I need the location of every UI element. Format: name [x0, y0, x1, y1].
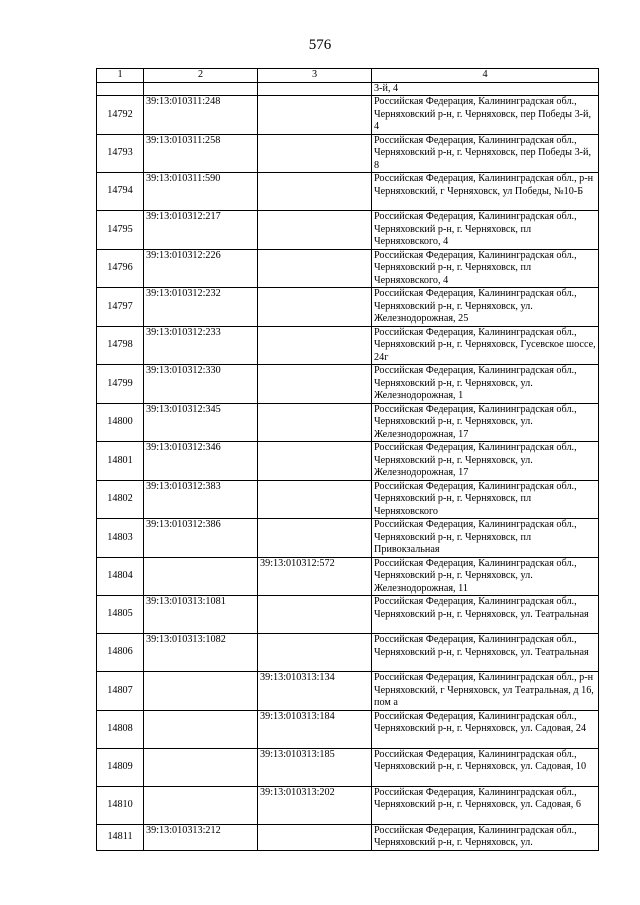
cadastral-number-col2: 39:13:010312:386 [144, 519, 258, 558]
cadastral-number-col2: 39:13:010311:258 [144, 134, 258, 173]
table-row-continuation [97, 82, 599, 96]
cadastral-number-col3: 39:13:010313:202 [258, 786, 372, 824]
address-cell: Российская Федерация, Калининградская обл., Черняховский р-н, г. Черняховск, пер Победы 3-й, 8 [372, 134, 599, 173]
cadastral-number-col2 [144, 672, 258, 711]
cadastral-number-col2: 39:13:010312:345 [144, 403, 258, 442]
cadastral-number-col3 [258, 326, 372, 365]
cadastral-number-col3 [258, 634, 372, 672]
row-number: 14800 [97, 403, 144, 442]
row-number: 14799 [97, 365, 144, 404]
table-row [97, 365, 599, 404]
address-cell: Российская Федерация, Калининградская обл., Черняховский р-н, г. Черняховск, ул. Железнодорожная, 17 [372, 442, 599, 481]
row-number: 14793 [97, 134, 144, 173]
table-row [97, 786, 599, 824]
address-cell: Российская Федерация, Калининградская обл., Черняховский р-н, г. Черняховск, пл Привокзальная [372, 519, 599, 558]
cadastral-number-col2: 39:13:010312:217 [144, 211, 258, 250]
cadastral-number-col2: 39:13:010312:233 [144, 326, 258, 365]
cadastral-number-col2: 39:13:010311:590 [144, 173, 258, 211]
row-number: 14797 [97, 288, 144, 327]
table-row [97, 403, 599, 442]
table-row [97, 519, 599, 558]
table-row [97, 672, 599, 711]
cadastral-number-col2: 39:13:010313:1081 [144, 596, 258, 634]
address-cell: Российская Федерация, Калининградская обл., Черняховский р-н, г. Черняховск, пер Победы 3-й, 4 [372, 96, 599, 135]
row-number: 14796 [97, 249, 144, 288]
cadastral-number-col2 [144, 82, 258, 96]
address-cell: Российская Федерация, Калининградская обл., Черняховский р-н, г. Черняховск, пл Черняховского, 4 [372, 211, 599, 250]
cadastral-number-col2 [144, 748, 258, 786]
row-number: 14805 [97, 596, 144, 634]
address-cell: Российская Федерация, Калининградская обл., Черняховский р-н, г. Черняховск, ул. Садовая, 24 [372, 710, 599, 748]
table-row [97, 211, 599, 250]
cadastral-number-col3 [258, 173, 372, 211]
table-row [97, 249, 599, 288]
cadastral-number-col3 [258, 519, 372, 558]
row-number: 14792 [97, 96, 144, 135]
table-row [97, 173, 599, 211]
address-cell: Российская Федерация, Калининградская обл., Черняховский р-н, г. Черняховск, ул. Железнодорожная, 1 [372, 365, 599, 404]
table-row [97, 326, 599, 365]
cadastral-number-col2 [144, 710, 258, 748]
page-number: 576 [308, 37, 332, 53]
table-row [97, 134, 599, 173]
address-cell: Российская Федерация, Калининградская обл., Черняховский р-н, г. Черняховск, ул. Театральная [372, 634, 599, 672]
column-header-1: 1 [97, 69, 144, 83]
row-number: 14801 [97, 442, 144, 481]
address-cell: Российская Федерация, Калининградская обл., Черняховский р-н, г. Черняховск, ул. Железнодорожная, 11 [372, 557, 599, 596]
row-number: 14794 [97, 173, 144, 211]
column-header-3: 3 [258, 69, 372, 83]
table-row [97, 288, 599, 327]
cadastral-number-col3 [258, 596, 372, 634]
table-row [97, 557, 599, 596]
table-row [97, 748, 599, 786]
row-number: 14802 [97, 480, 144, 519]
cadastral-number-col3: 39:13:010313:185 [258, 748, 372, 786]
address-cell: Российская Федерация, Калининградская обл., Черняховский р-н, г. Черняховск, пл Черняховского, 4 [372, 249, 599, 288]
cadastral-number-col2: 39:13:010311:248 [144, 96, 258, 135]
cadastral-number-col2: 39:13:010312:346 [144, 442, 258, 481]
cadastral-number-col3: 39:13:010313:134 [258, 672, 372, 711]
table-row [97, 634, 599, 672]
cadastral-number-col3 [258, 96, 372, 135]
cadastral-number-col2: 39:13:010312:383 [144, 480, 258, 519]
cadastral-number-col2 [144, 557, 258, 596]
row-number: 14810 [97, 786, 144, 824]
table-row [97, 824, 599, 850]
table-header-row [97, 69, 599, 83]
address-cell: Российская Федерация, Калининградская обл., Черняховский р-н, г. Черняховск, пл Черняховского [372, 480, 599, 519]
cadastral-number-col3 [258, 403, 372, 442]
cadastral-number-col2: 39:13:010313:1082 [144, 634, 258, 672]
cadastral-number-col3 [258, 134, 372, 173]
cadastral-number-col3 [258, 824, 372, 850]
cadastral-number-col3: 39:13:010312:572 [258, 557, 372, 596]
row-number: 14804 [97, 557, 144, 596]
cadastral-table [96, 68, 599, 851]
cadastral-number-col2 [144, 786, 258, 824]
cadastral-number-col3 [258, 442, 372, 481]
row-number: 14807 [97, 672, 144, 711]
cadastral-number-col3 [258, 211, 372, 250]
row-number [97, 82, 144, 96]
row-number: 14809 [97, 748, 144, 786]
column-header-4: 4 [372, 69, 599, 83]
cadastral-number-col2: 39:13:010312:226 [144, 249, 258, 288]
table-row [97, 596, 599, 634]
column-header-2: 2 [144, 69, 258, 83]
address-cell: Российская Федерация, Калининградская обл., Черняховский р-н, г. Черняховск, ул. Театральная [372, 596, 599, 634]
address-cell: Российская Федерация, Калининградская обл., р-н Черняховский, г Черняховск, ул Театральная, д 16, пом а [372, 672, 599, 711]
row-number: 14806 [97, 634, 144, 672]
address-cell: Российская Федерация, Калининградская обл., Черняховский р-н, г. Черняховск, ул. Садовая, 6 [372, 786, 599, 824]
cadastral-number-col3: 39:13:010313:184 [258, 710, 372, 748]
address-cell: Российская Федерация, Калининградская обл., Черняховский р-н, г. Черняховск, Гусевское шоссе, 24г [372, 326, 599, 365]
row-number: 14798 [97, 326, 144, 365]
cadastral-number-col3 [258, 249, 372, 288]
address-cell: Российская Федерация, Калининградская обл., Черняховский р-н, г. Черняховск, ул. Железнодорожная, 17 [372, 403, 599, 442]
cadastral-number-col2: 39:13:010312:232 [144, 288, 258, 327]
row-number: 14811 [97, 824, 144, 850]
row-number: 14808 [97, 710, 144, 748]
table-row [97, 710, 599, 748]
table-row [97, 442, 599, 481]
cadastral-number-col3 [258, 82, 372, 96]
address-cell: Российская Федерация, Калининградская обл., Черняховский р-н, г. Черняховск, ул. Садовая, 10 [372, 748, 599, 786]
address-cell: Российская Федерация, Калининградская обл., р-н Черняховский, г Черняховск, ул Победы, №10-Б [372, 173, 599, 211]
row-number: 14803 [97, 519, 144, 558]
cadastral-number-col2: 39:13:010313:212 [144, 824, 258, 850]
cadastral-number-col2: 39:13:010312:330 [144, 365, 258, 404]
table-row [97, 96, 599, 135]
cadastral-number-col3 [258, 365, 372, 404]
address-cell: Российская Федерация, Калининградская обл., Черняховский р-н, г. Черняховск, ул. Железнодорожная, 25 [372, 288, 599, 327]
row-number: 14795 [97, 211, 144, 250]
address-cell: 3-й, 4 [372, 82, 599, 96]
cadastral-number-col3 [258, 480, 372, 519]
table-row [97, 480, 599, 519]
cadastral-number-col3 [258, 288, 372, 327]
address-cell: Российская Федерация, Калининградская обл., Черняховский р-н, г. Черняховск, ул. [372, 824, 599, 850]
table-body [97, 82, 599, 850]
